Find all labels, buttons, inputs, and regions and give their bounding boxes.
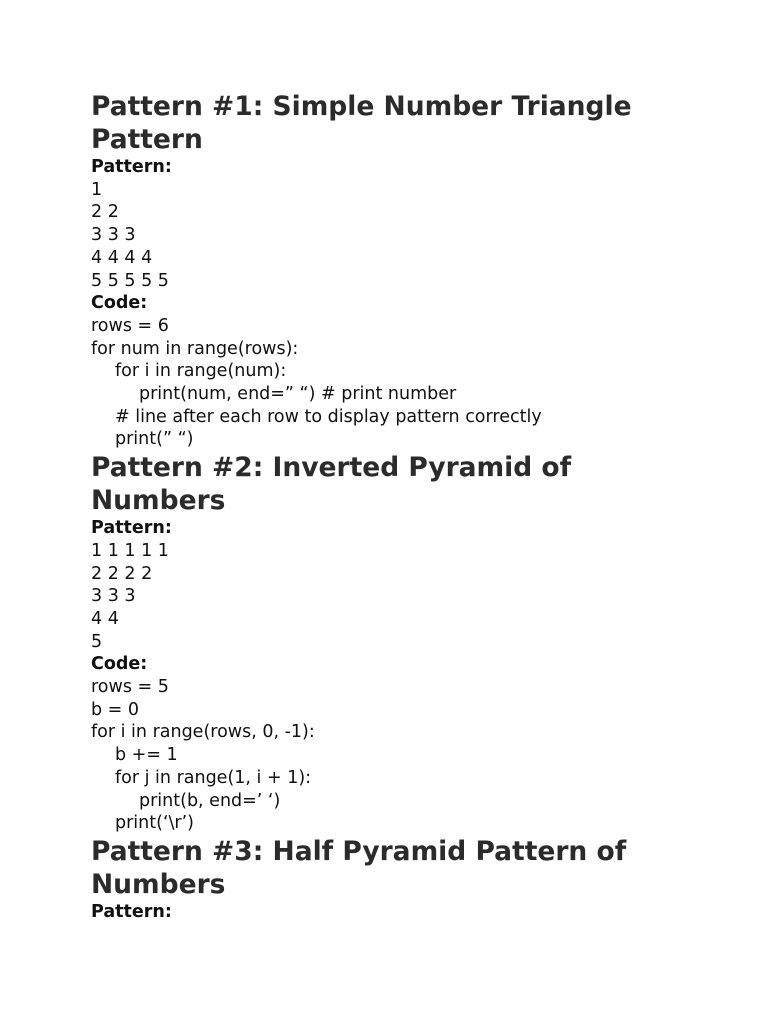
code-line: print(” “) — [115, 429, 194, 450]
code-line: for i in range(rows, 0, -1): — [91, 722, 315, 743]
pattern-section-3 — [91, 835, 691, 924]
code-block — [91, 315, 691, 451]
pattern-line: 5 5 5 5 5 — [91, 270, 169, 291]
code-line: print(b, end=’ ‘) — [139, 790, 281, 811]
pattern-label: Pattern: — [91, 157, 172, 177]
pattern-line: 2 2 2 2 — [91, 563, 153, 584]
document-page — [91, 90, 691, 924]
code-line: rows = 5 — [91, 677, 169, 698]
pattern-section-1 — [91, 90, 691, 451]
code-line: print(‘\r’) — [115, 813, 194, 834]
pattern-line: 4 4 — [91, 608, 119, 629]
pattern-label: Pattern: — [91, 518, 172, 539]
code-line: for j in range(1, i + 1): — [115, 767, 312, 788]
pattern-line: 5 — [91, 631, 103, 652]
code-line: b += 1 — [115, 745, 178, 766]
section-heading: Pattern #2: Inverted Pyramid of Numbers — [91, 452, 572, 517]
pattern-output — [91, 179, 691, 293]
pattern-line: 2 2 — [91, 202, 119, 223]
code-line: b = 0 — [91, 699, 140, 720]
code-label: Code: — [91, 293, 148, 314]
pattern-line: 3 3 3 — [91, 586, 136, 607]
pattern-line: 1 — [91, 179, 103, 200]
pattern-output — [91, 540, 691, 654]
code-block — [91, 676, 691, 835]
section-heading: Pattern #1: Simple Number Triangle Pattern — [91, 91, 632, 155]
code-line: for num in range(rows): — [91, 338, 299, 359]
pattern-section-2 — [91, 451, 691, 835]
code-label: Code: — [91, 654, 148, 675]
pattern-line: 1 1 1 1 1 — [91, 540, 169, 561]
code-line: for i in range(num): — [115, 361, 287, 382]
code-line: # line after each row to display pattern correctly — [115, 406, 542, 427]
pattern-line: 4 4 4 4 — [91, 247, 153, 268]
code-line: print(num, end=” “) # print number — [139, 384, 457, 405]
pattern-label: Pattern: — [91, 901, 172, 922]
code-line: rows = 6 — [91, 315, 169, 336]
section-heading: Pattern #3: Half Pyramid Pattern of Numbers — [91, 835, 627, 900]
pattern-line: 3 3 3 — [91, 225, 136, 246]
